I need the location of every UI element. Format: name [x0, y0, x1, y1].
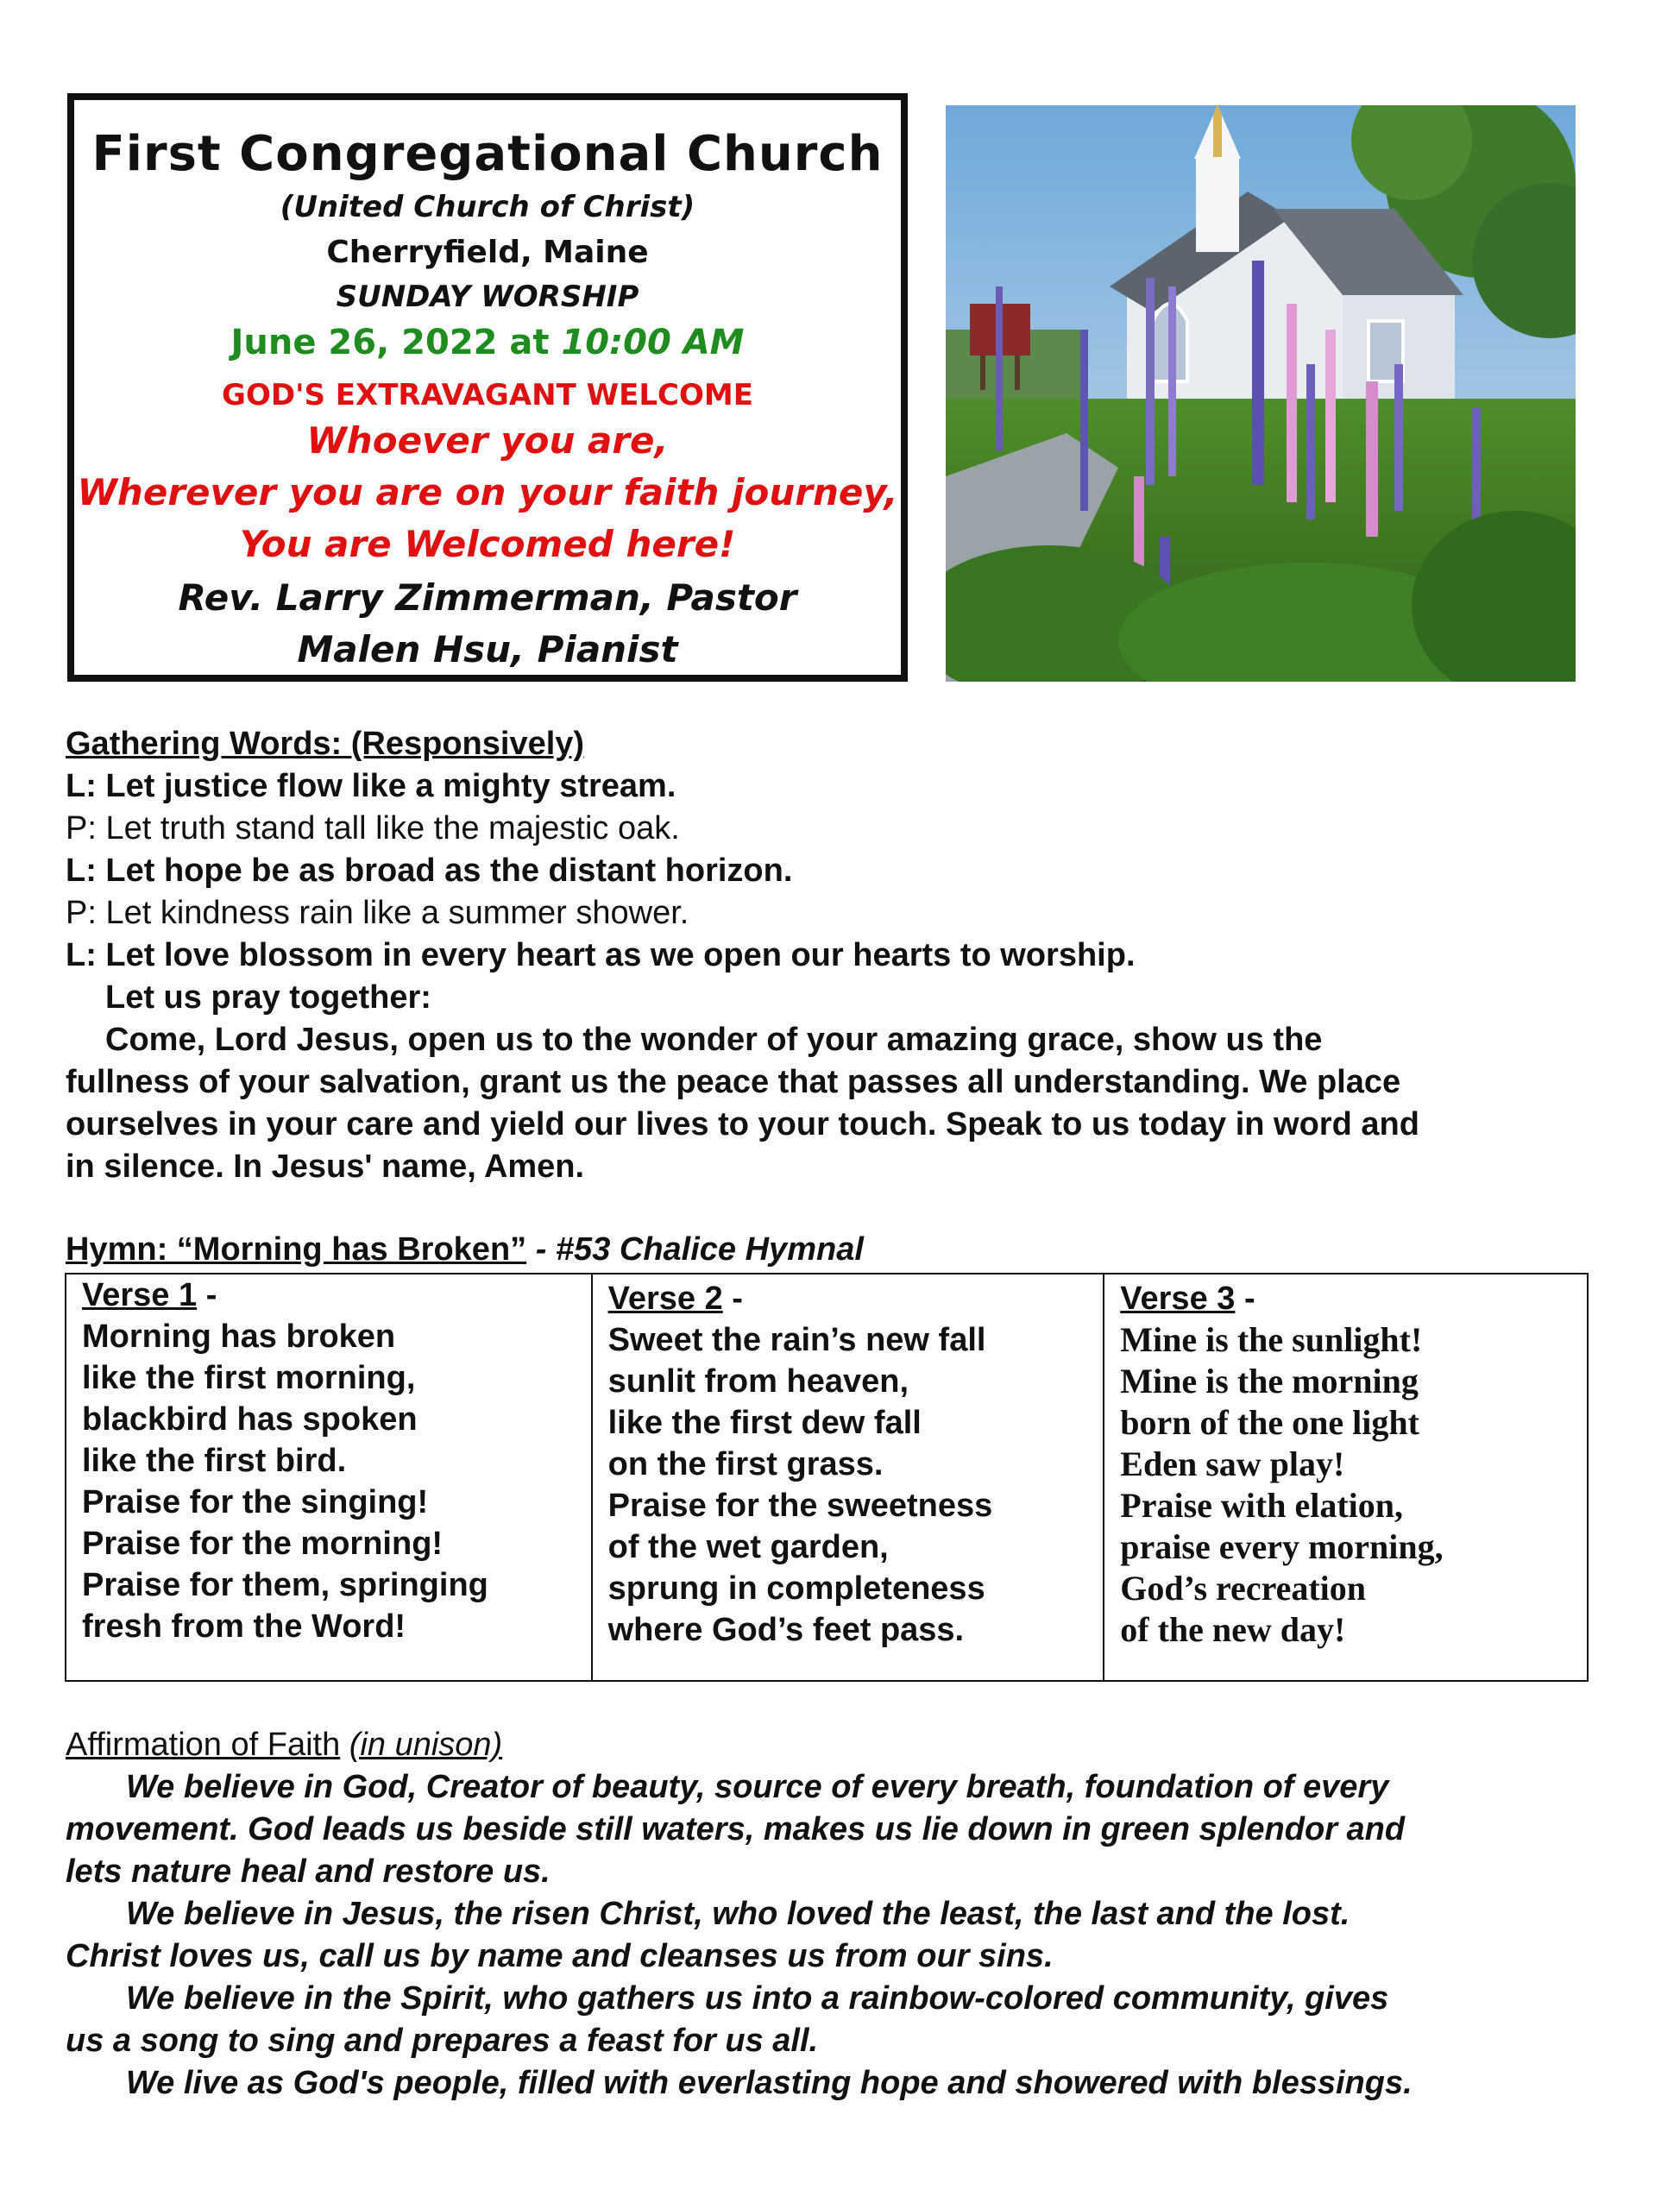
verse-3-line: of the new day! [1120, 1610, 1346, 1649]
prayer-line-1: Come, Lord Jesus, open us to the wonder of your amazing grace, show us the [105, 1022, 1323, 1058]
service-date-text: June 26, 2022 at [230, 323, 562, 362]
verse-2-label-text: Verse 2 [607, 1281, 723, 1317]
verse-2-line: Praise for the sweetness [607, 1488, 993, 1524]
welcome-line-2: Wherever you are on your faith journey, [77, 471, 898, 513]
verse-1-label-text: Verse 1 [82, 1277, 198, 1313]
verse-3-line: born of the one light [1120, 1403, 1419, 1442]
welcome-line-1: Whoever you are, [306, 419, 669, 462]
welcome-line-3: You are Welcomed here! [239, 523, 736, 565]
verse-1-line: blackbird has spoken [82, 1401, 418, 1438]
verse-1-line: Praise for the singing! [82, 1484, 429, 1520]
verse-2-line: like the first dew fall [607, 1405, 922, 1441]
gathering-line-5: L: Let love blossom in every heart as we open our hearts to worship. [66, 937, 1136, 973]
verse-3-line: Praise with elation, [1120, 1486, 1403, 1525]
hymn-heading [66, 1229, 1619, 1271]
affirmation-section [66, 1724, 1619, 2105]
gathering-line-3: L: Let hope be as broad as the distant horizon. [66, 853, 793, 889]
pastor-name: Rev. Larry Zimmerman, Pastor [178, 576, 797, 619]
verse-3-dash: - [1235, 1281, 1255, 1317]
gathering-line-4: P: Let kindness rain like a summer shower. [66, 895, 689, 931]
verse-1-label [82, 1274, 591, 1316]
hymn-heading-row [66, 1229, 1619, 1271]
verse-2-line: on the first grass. [607, 1446, 884, 1482]
verse-1-dash: - [197, 1277, 217, 1313]
affirmation-note: (in unison) [349, 1727, 503, 1763]
verse-3-label-text: Verse 3 [1120, 1281, 1236, 1317]
verse-1-line: Praise for the morning! [82, 1526, 444, 1562]
service-date [74, 323, 901, 362]
service-time: 10:00 AM [561, 323, 745, 362]
church-photo [946, 105, 1576, 682]
gathering-line-1: L: Let justice flow like a mighty stream. [66, 768, 676, 804]
affirmation-line: We believe in Jesus, the risen Christ, who loved the least, the last and the lost. [126, 1896, 1350, 1932]
gathering-line-2: P: Let truth stand tall like the majestic oak. [66, 810, 680, 846]
verse-3-label [1120, 1278, 1587, 1319]
affirmation-heading [66, 1724, 1619, 1766]
affirmation-line: We believe in the Spirit, who gathers us into a rainbow-colored community, gives [126, 1980, 1389, 2017]
gathering-words-heading: Gathering Words: (Responsively) [66, 726, 585, 762]
verse-2-dash: - [722, 1281, 743, 1317]
verse-1-line: fresh from the Word! [82, 1608, 406, 1645]
verse-2-line: of the wet garden, [607, 1529, 889, 1565]
affirmation-line: lets nature heal and restore us. [66, 1853, 551, 1890]
verse-3-column [1103, 1274, 1587, 1680]
verse-1-line: Morning has broken [82, 1318, 396, 1355]
hymn-title: Hymn: “Morning has Broken” [66, 1231, 527, 1268]
prayer-line-2: fullness of your salvation, grant us the peace that passes all understanding. We place [66, 1064, 1401, 1100]
verse-2-line: sunlit from heaven, [607, 1363, 909, 1400]
affirmation-line: We live as God's people, filled with everlasting hope and showered with blessings. [126, 2065, 1413, 2101]
verse-2-column [591, 1274, 1104, 1680]
prayer-intro: Let us pray together: [105, 979, 431, 1016]
church-name: First Congregational Church [91, 126, 884, 182]
church-with-lupines-illustration [946, 105, 1576, 682]
verse-3-line: Eden saw play! [1120, 1444, 1345, 1483]
service-name: SUNDAY WORSHIP [336, 280, 639, 314]
verse-2-line: sprung in completeness [607, 1570, 985, 1607]
affirmation-line: Christ loves us, call us by name and cleanses us from our sins. [66, 1938, 1054, 1974]
hymn-verses-table [65, 1273, 1589, 1682]
pianist-name: Malen Hsu, Pianist [297, 628, 678, 670]
verse-1-column [66, 1274, 591, 1680]
verse-3-line: praise every morning, [1120, 1527, 1444, 1566]
prayer-line-4: in silence. In Jesus' name, Amen. [66, 1149, 585, 1185]
affirmation-line: movement. God leads us beside still waters, makes us lie down in green splendor and [66, 1811, 1406, 1847]
verse-2-line: Sweet the rain’s new fall [607, 1322, 986, 1358]
church-location: Cherryfield, Maine [326, 235, 649, 270]
church-affiliation: (United Church of Christ) [280, 190, 695, 224]
gathering-words-section [66, 723, 1619, 1188]
prayer-line-3: ourselves in your care and yield our lives to your touch. Speak to us today in word and [66, 1106, 1419, 1142]
verse-3-line: God’s recreation [1120, 1569, 1367, 1608]
verse-1-line: like the first morning, [82, 1360, 416, 1396]
affirmation-title: Affirmation of Faith [66, 1727, 341, 1763]
verse-2-line: where God’s feet pass. [607, 1612, 965, 1648]
verse-1-line: like the first bird. [82, 1443, 347, 1479]
verse-2-label [608, 1278, 1104, 1319]
church-header-box [67, 93, 908, 682]
welcome-heading: GOD'S EXTRAVAGANT WELCOME [222, 378, 753, 412]
verse-1-line: Praise for them, springing [82, 1567, 488, 1603]
affirmation-line: We believe in God, Creator of beauty, source of every breath, foundation of every [126, 1769, 1389, 1805]
verse-3-line: Mine is the sunlight! [1120, 1320, 1423, 1359]
verse-3-line: Mine is the morning [1120, 1362, 1419, 1400]
affirmation-line: us a song to sing and prepares a feast for us all. [66, 2023, 819, 2059]
hymn-reference: - #53 Chalice Hymnal [526, 1231, 864, 1268]
